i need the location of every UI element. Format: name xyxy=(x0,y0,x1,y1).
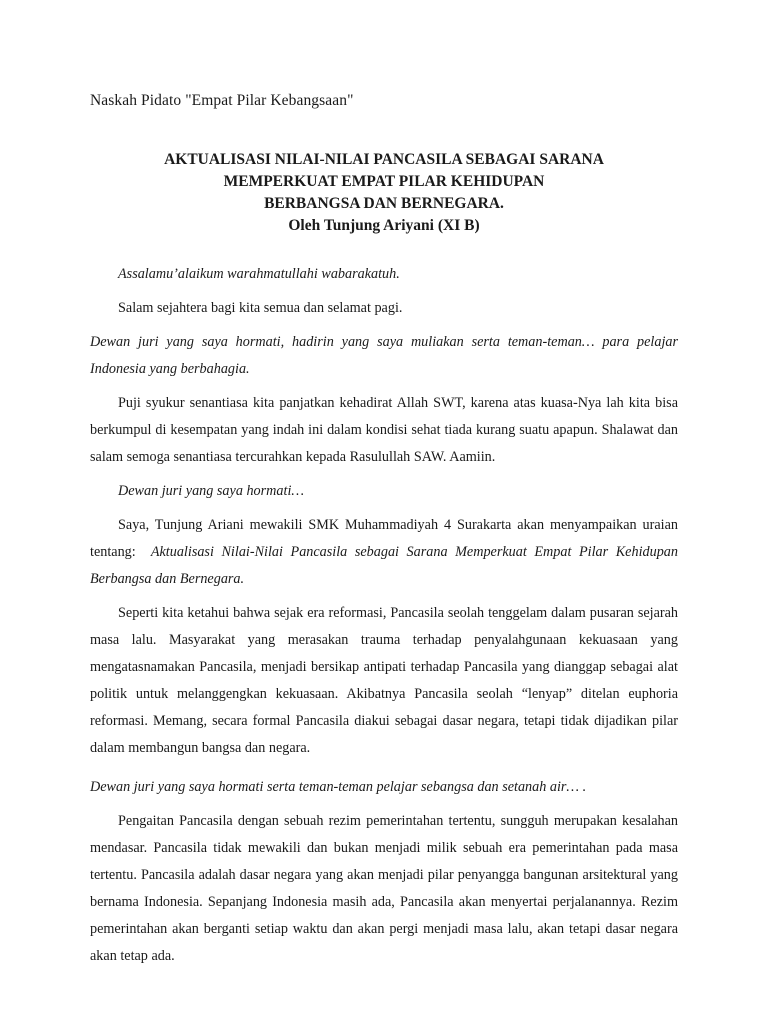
speech-headline xyxy=(90,149,678,237)
headline-line-3: BERBANGSA DAN BERNEGARA. xyxy=(264,195,504,212)
speech-topic: Aktualisasi Nilai-Nilai Pancasila sebagai Sarana Memperkuat Empat Pilar Kehidupan Berbangsa dan Bernegara. xyxy=(90,544,678,587)
greeting-pagi: Salam sejahtera bagi kita semua dan selamat pagi. xyxy=(118,300,403,316)
headline-line-1: AKTUALISASI NILAI-NILAI PANCASILA SEBAGAI SARANA xyxy=(164,151,604,168)
address-juri: Dewan juri yang saya hormati… xyxy=(118,483,305,499)
author-line: Oleh Tunjung Ariyani (XI B) xyxy=(288,217,480,234)
intro-text: Saya, Tunjung Ariani mewakili SMK Muhammadiyah 4 Surakarta akan menyampaikan uraian tentang: xyxy=(90,517,678,560)
document-title: Naskah Pidato "Empat Pilar Kebangsaan" xyxy=(90,92,354,109)
address-juri-hadirin: Dewan juri yang saya hormati, hadirin yang saya muliakan serta teman-teman… para pelajar Indonesia yang berbahagia. xyxy=(90,334,678,377)
paragraph-intro xyxy=(90,512,678,593)
address-juri-pelajar: Dewan juri yang saya hormati serta teman-teman pelajar sebangsa dan setanah air… . xyxy=(90,779,587,795)
paragraph-puji-syukur: Puji syukur senantiasa kita panjatkan kehadirat Allah SWT, karena atas kuasa-Nya lah kita bisa berkumpul di kesempatan yang indah ini dalam kondisi sehat tiada kurang suatu apapun. Shalawat dan salam semoga senantiasa tercurahkan kepada Rasulullah SAW. Aamiin. xyxy=(90,395,678,465)
greeting-salam: Assalamu’alaikum warahmatullahi wabarakatuh. xyxy=(118,266,400,282)
headline-line-2: MEMPERKUAT EMPAT PILAR KEHIDUPAN xyxy=(223,173,545,190)
paragraph-rezim: Pengaitan Pancasila dengan sebuah rezim pemerintahan tertentu, sungguh merupakan kesalahan mendasar. Pancasila tidak mewakili dan bukan menjadi milik sebuah era pemerintahan pada masa tertentu. Pancasila adalah dasar negara yang akan menjadi pilar penyangga bangunan arsitektural yang bernama Indonesia. Sepanjang Indonesia masih ada, Pancasila akan menyertai perjalanannya. Rezim pemerintahan akan berganti setiap waktu dan akan pergi menjadi masa lalu, akan tetapi dasar negara akan tetap ada. xyxy=(90,813,678,964)
paragraph-reformasi: Seperti kita ketahui bahwa sejak era reformasi, Pancasila seolah tenggelam dalam pusaran sejarah masa lalu. Masyarakat yang merasakan trauma terhadap penyalahgunaan kekuasaan yang mengatasnamakan Pancasila, menjadi bersikap antipati terhadap Pancasila yang dianggap sebagai alat politik untuk melanggengkan kekuasaan. Akibatnya Pancasila seolah “lenyap” ditelan euphoria reformasi. Memang, secara formal Pancasila diakui sebagai dasar negara, tetapi tidak dijadikan pilar dalam membangun bangsa dan negara. xyxy=(90,605,678,756)
